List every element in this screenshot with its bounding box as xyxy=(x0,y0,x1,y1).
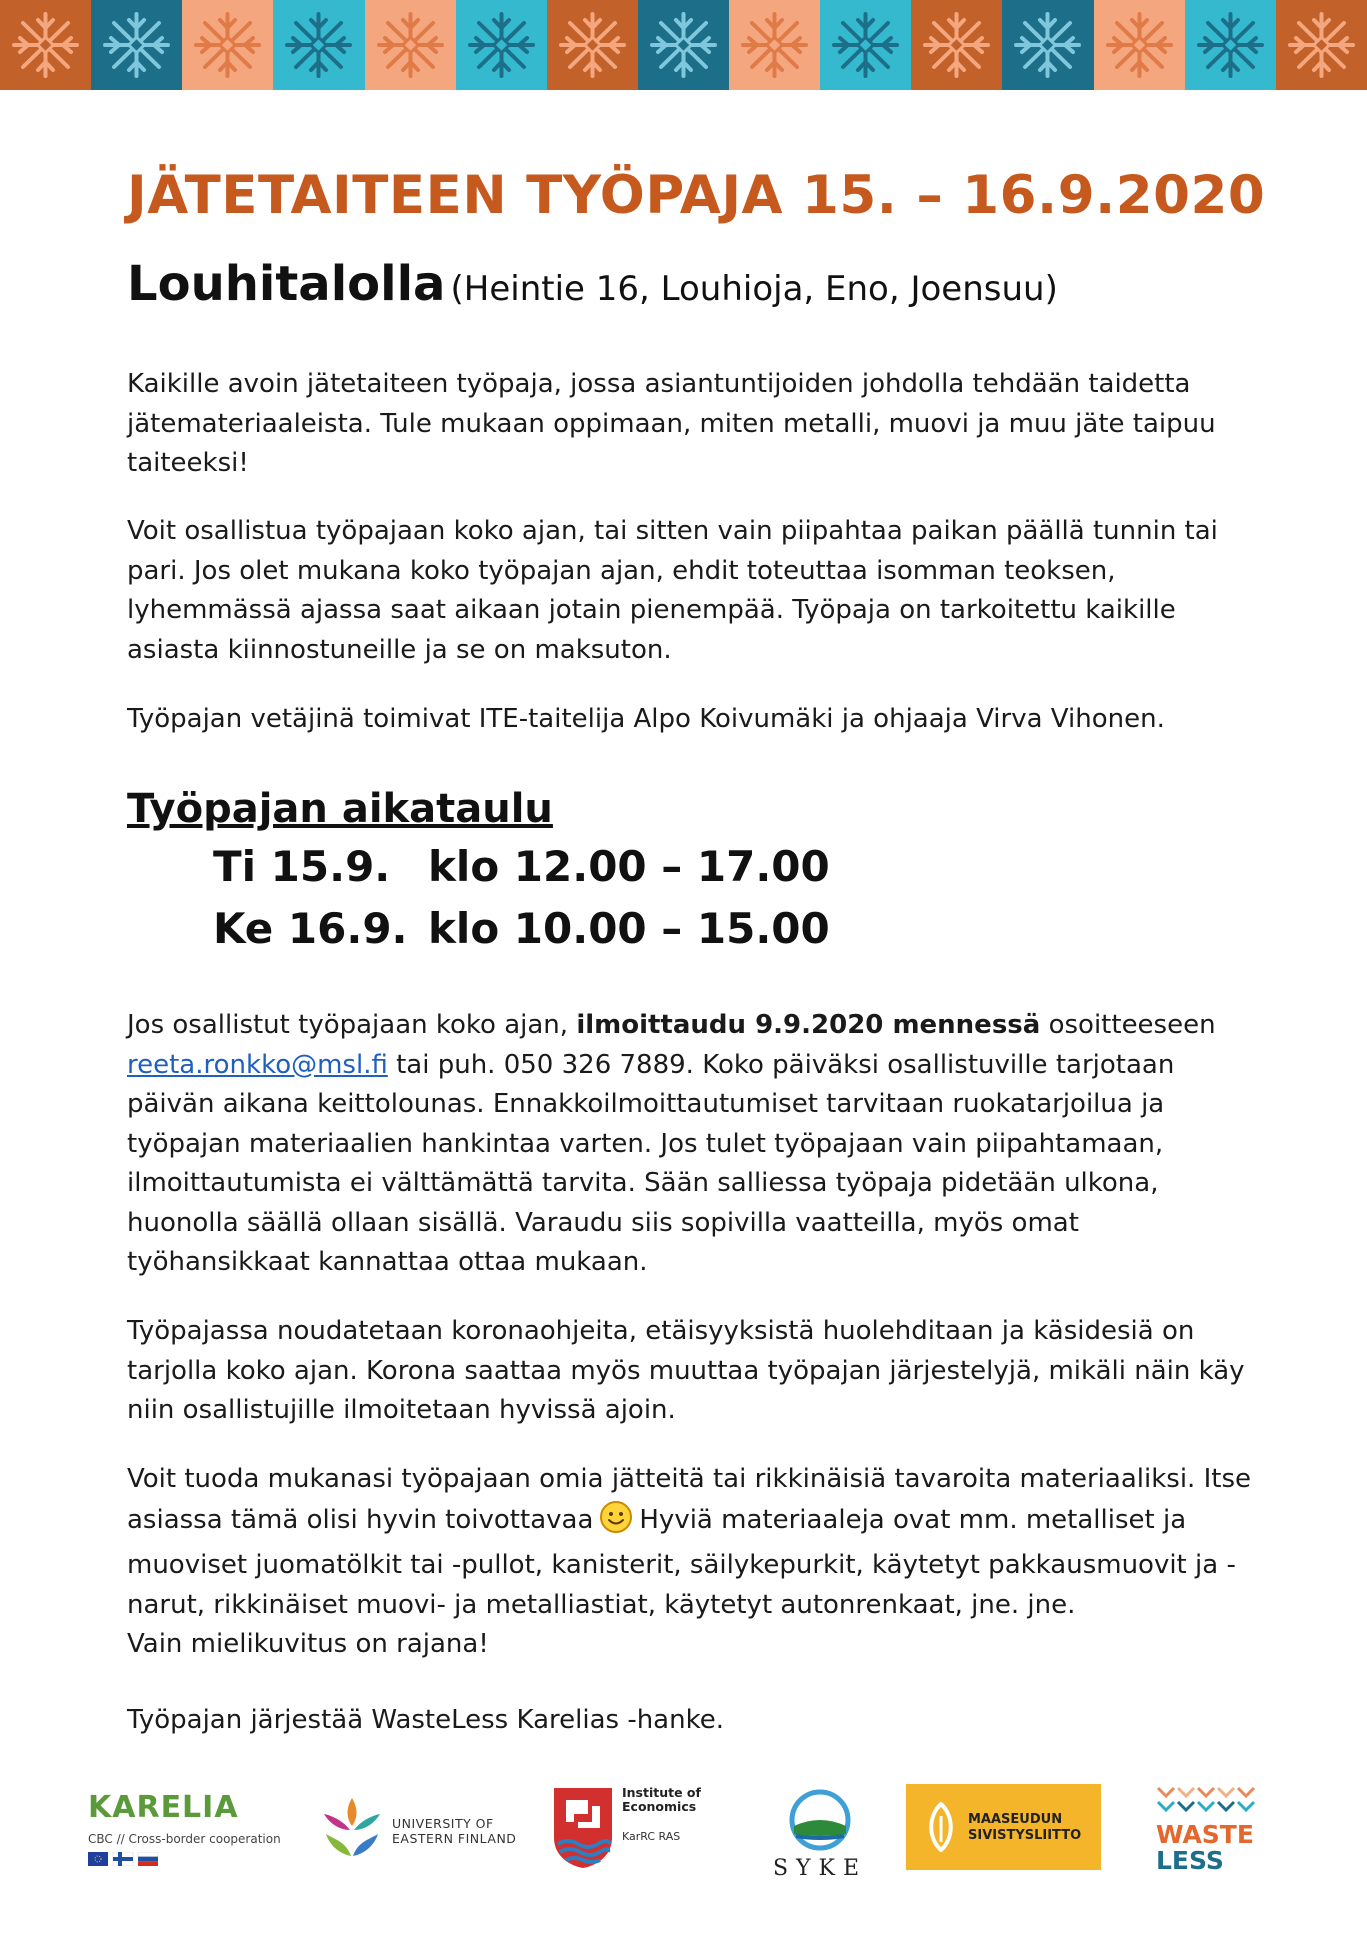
banner-tile xyxy=(273,0,364,90)
registration-text: osoitteeseen xyxy=(1040,1010,1216,1040)
snowflake-icon xyxy=(365,0,456,90)
banner-tile xyxy=(1185,0,1276,90)
banner-tile xyxy=(1094,0,1185,90)
karelia-cbc-logo xyxy=(60,1770,290,1890)
syke-logo-text: SYKE xyxy=(772,1856,868,1881)
materials-paragraph xyxy=(127,1460,1257,1665)
uef-logo xyxy=(320,1770,517,1890)
snowflake-icon xyxy=(638,0,729,90)
snowflake-icon xyxy=(1094,0,1185,90)
schedule-time: klo 10.00 – 15.00 xyxy=(428,904,830,953)
karelia-logo-subtitle: CBC // Cross-border cooperation xyxy=(88,1832,281,1846)
snowflake-icon xyxy=(820,0,911,90)
syke-emblem-icon xyxy=(788,1788,852,1852)
materials-text: Hyviä materiaaleja ovat mm. metalliset ja muoviset juomatölkit tai -pullot, kanisterit, säilykepurkit, käytetyt pakkausmuovit ja -narut, rikkinäiset muovi- ja metalliastiat, käytetyt autonrenkaat, jne. jne. xyxy=(127,1504,1236,1620)
schedule-row xyxy=(213,842,830,891)
page-title: JÄTETAITEEN TYÖPAJA 15. – 16.9.2020 xyxy=(127,165,1266,226)
schedule-day: Ti 15.9. xyxy=(213,842,391,891)
schedule-heading: Työpajan aikataulu xyxy=(127,786,553,832)
banner-tile xyxy=(820,0,911,90)
uef-line-2: EASTERN FINLAND xyxy=(392,1831,517,1846)
banner-tile xyxy=(0,0,91,90)
schedule-row xyxy=(213,904,830,953)
snowflake-icon xyxy=(1185,0,1276,90)
banner-tile xyxy=(91,0,182,90)
banner-tile xyxy=(365,0,456,90)
msl-line-1: MAASEUDUN xyxy=(968,1812,1063,1827)
uef-emblem-icon xyxy=(320,1794,384,1864)
registration-text: tai puh. 050 326 7889. Koko päiväksi osallistuville tarjotaan päivän aikana keittolounas. Ennakkoilmoittautumiset tarvitaan ruokatarjoilua ja työpajan materiaalien hankintaa varten. Jos tulet työpajaan vain piipahtamaan, ilmoittautumista ei välttämättä tarvita. Sään salliessa työpaja pidetään ulkona, huonolla säällä ollaan sisällä. Varaudu siis sopivilla vaatteilla, myös omat työhansikkaat kannattaa ottaa mukaan. xyxy=(127,1049,1175,1277)
registration-paragraph xyxy=(127,1006,1257,1283)
partner-logos xyxy=(60,1770,1310,1900)
snowflake-icon xyxy=(547,0,638,90)
ie-line-2: Economics xyxy=(622,1799,697,1814)
venue-address: (Heintie 16, Louhioja, Eno, Joensuu) xyxy=(450,269,1058,309)
ie-line-1: Institute of xyxy=(622,1785,701,1800)
snowflake-icon xyxy=(91,0,182,90)
corona-paragraph: Työpajassa noudatetaan koronaohjeita, etäisyyksistä huolehditaan ja käsidesiä on tarjolla koko ajan. Korona saattaa myös muuttaa työpajan järjestelyjä, mikäli näin käy niin osallistujille ilmoitetaan hyvissä ajoin. xyxy=(127,1316,1245,1425)
msl-logo-text xyxy=(968,1812,1081,1844)
banner-tile xyxy=(547,0,638,90)
snowflake-icon xyxy=(456,0,547,90)
materials-closing: Vain mielikuvitus on rajana! xyxy=(127,1629,489,1659)
materials-text: Voit tuoda mukanasi työpajaan omia jätteitä tai rikkinäisiä tavaroita materiaaliksi. Itse asiassa tämä olisi hyvin toivottavaa xyxy=(127,1464,1251,1535)
banner-tile xyxy=(1276,0,1367,90)
institute-logo-subtitle: KarRC RAS xyxy=(622,1830,681,1843)
organizer-paragraph: Työpajan järjestää WasteLess Karelias -hanke. xyxy=(127,1705,724,1735)
msl-leaf-icon xyxy=(924,1802,958,1852)
wasteless-logo xyxy=(1156,1770,1266,1890)
wasteless-line-2: LESS xyxy=(1156,1846,1224,1875)
institute-emblem-icon xyxy=(552,1786,614,1870)
intro-paragraph: Kaikille avoin jätetaiteen työpaja, jossa asiantuntijoiden johdolla tehdään taidetta jätemateriaaleista. Tule mukaan oppimaan, miten metalli, muovi ja muu jäte taipuu taiteeksi! xyxy=(127,369,1216,478)
smiley-face-icon xyxy=(599,1500,633,1547)
banner-tile xyxy=(1002,0,1093,90)
snowflake-icon xyxy=(1002,0,1093,90)
snowflake-icon xyxy=(729,0,820,90)
snowflake-icon xyxy=(273,0,364,90)
msl-line-2: SIVISTYSLIITTO xyxy=(968,1828,1082,1843)
venue-line xyxy=(127,256,1058,312)
institute-logo-text xyxy=(622,1786,701,1814)
wasteless-chevrons-icon xyxy=(1156,1784,1256,1820)
institute-of-economics-logo xyxy=(552,1770,712,1890)
syke-logo xyxy=(760,1770,880,1890)
snowflake-icon xyxy=(1276,0,1367,90)
schedule-time: klo 12.00 – 17.00 xyxy=(428,842,830,891)
snowflake-icon xyxy=(911,0,1002,90)
decorative-banner xyxy=(0,0,1367,90)
banner-tile xyxy=(182,0,273,90)
banner-tile xyxy=(729,0,820,90)
venue-name: Louhitalolla xyxy=(127,256,446,312)
wasteless-logo-text xyxy=(1156,1822,1254,1874)
registration-text: Jos osallistut työpajaan koko ajan, xyxy=(127,1010,577,1040)
banner-tile xyxy=(638,0,729,90)
maaseudun-sivistysliitto-logo xyxy=(906,1784,1101,1870)
karelia-logo-text: KARELIA xyxy=(88,1790,239,1825)
leaders-paragraph: Työpajan vetäjinä toimivat ITE-taitelija Alpo Koivumäki ja ohjaaja Virva Vihonen. xyxy=(127,704,1165,734)
participation-paragraph: Voit osallistua työpajaan koko ajan, tai sitten vain piipahtaa paikan päällä tunnin tai pari. Jos olet mukana koko työpajan ajan, ehdit toteuttaa isomman teoksen, lyhemmässä ajassa saat aikaan jotain pienempää. Työpaja on tarkoitettu kaikille asiasta kiinnostuneille ja se on maksuton. xyxy=(127,516,1218,665)
schedule-day: Ke 16.9. xyxy=(213,904,408,953)
snowflake-icon xyxy=(182,0,273,90)
registration-deadline: ilmoittaudu 9.9.2020 mennessä xyxy=(576,1010,1041,1040)
banner-tile xyxy=(911,0,1002,90)
flags-icon xyxy=(88,1852,158,1866)
uef-line-1: UNIVERSITY OF xyxy=(392,1816,494,1831)
email-link[interactable]: reeta.ronkko@msl.fi xyxy=(127,1049,388,1080)
banner-tile xyxy=(456,0,547,90)
wasteless-line-1: WASTE xyxy=(1156,1820,1254,1849)
snowflake-icon xyxy=(0,0,91,90)
uef-logo-text xyxy=(392,1816,516,1846)
